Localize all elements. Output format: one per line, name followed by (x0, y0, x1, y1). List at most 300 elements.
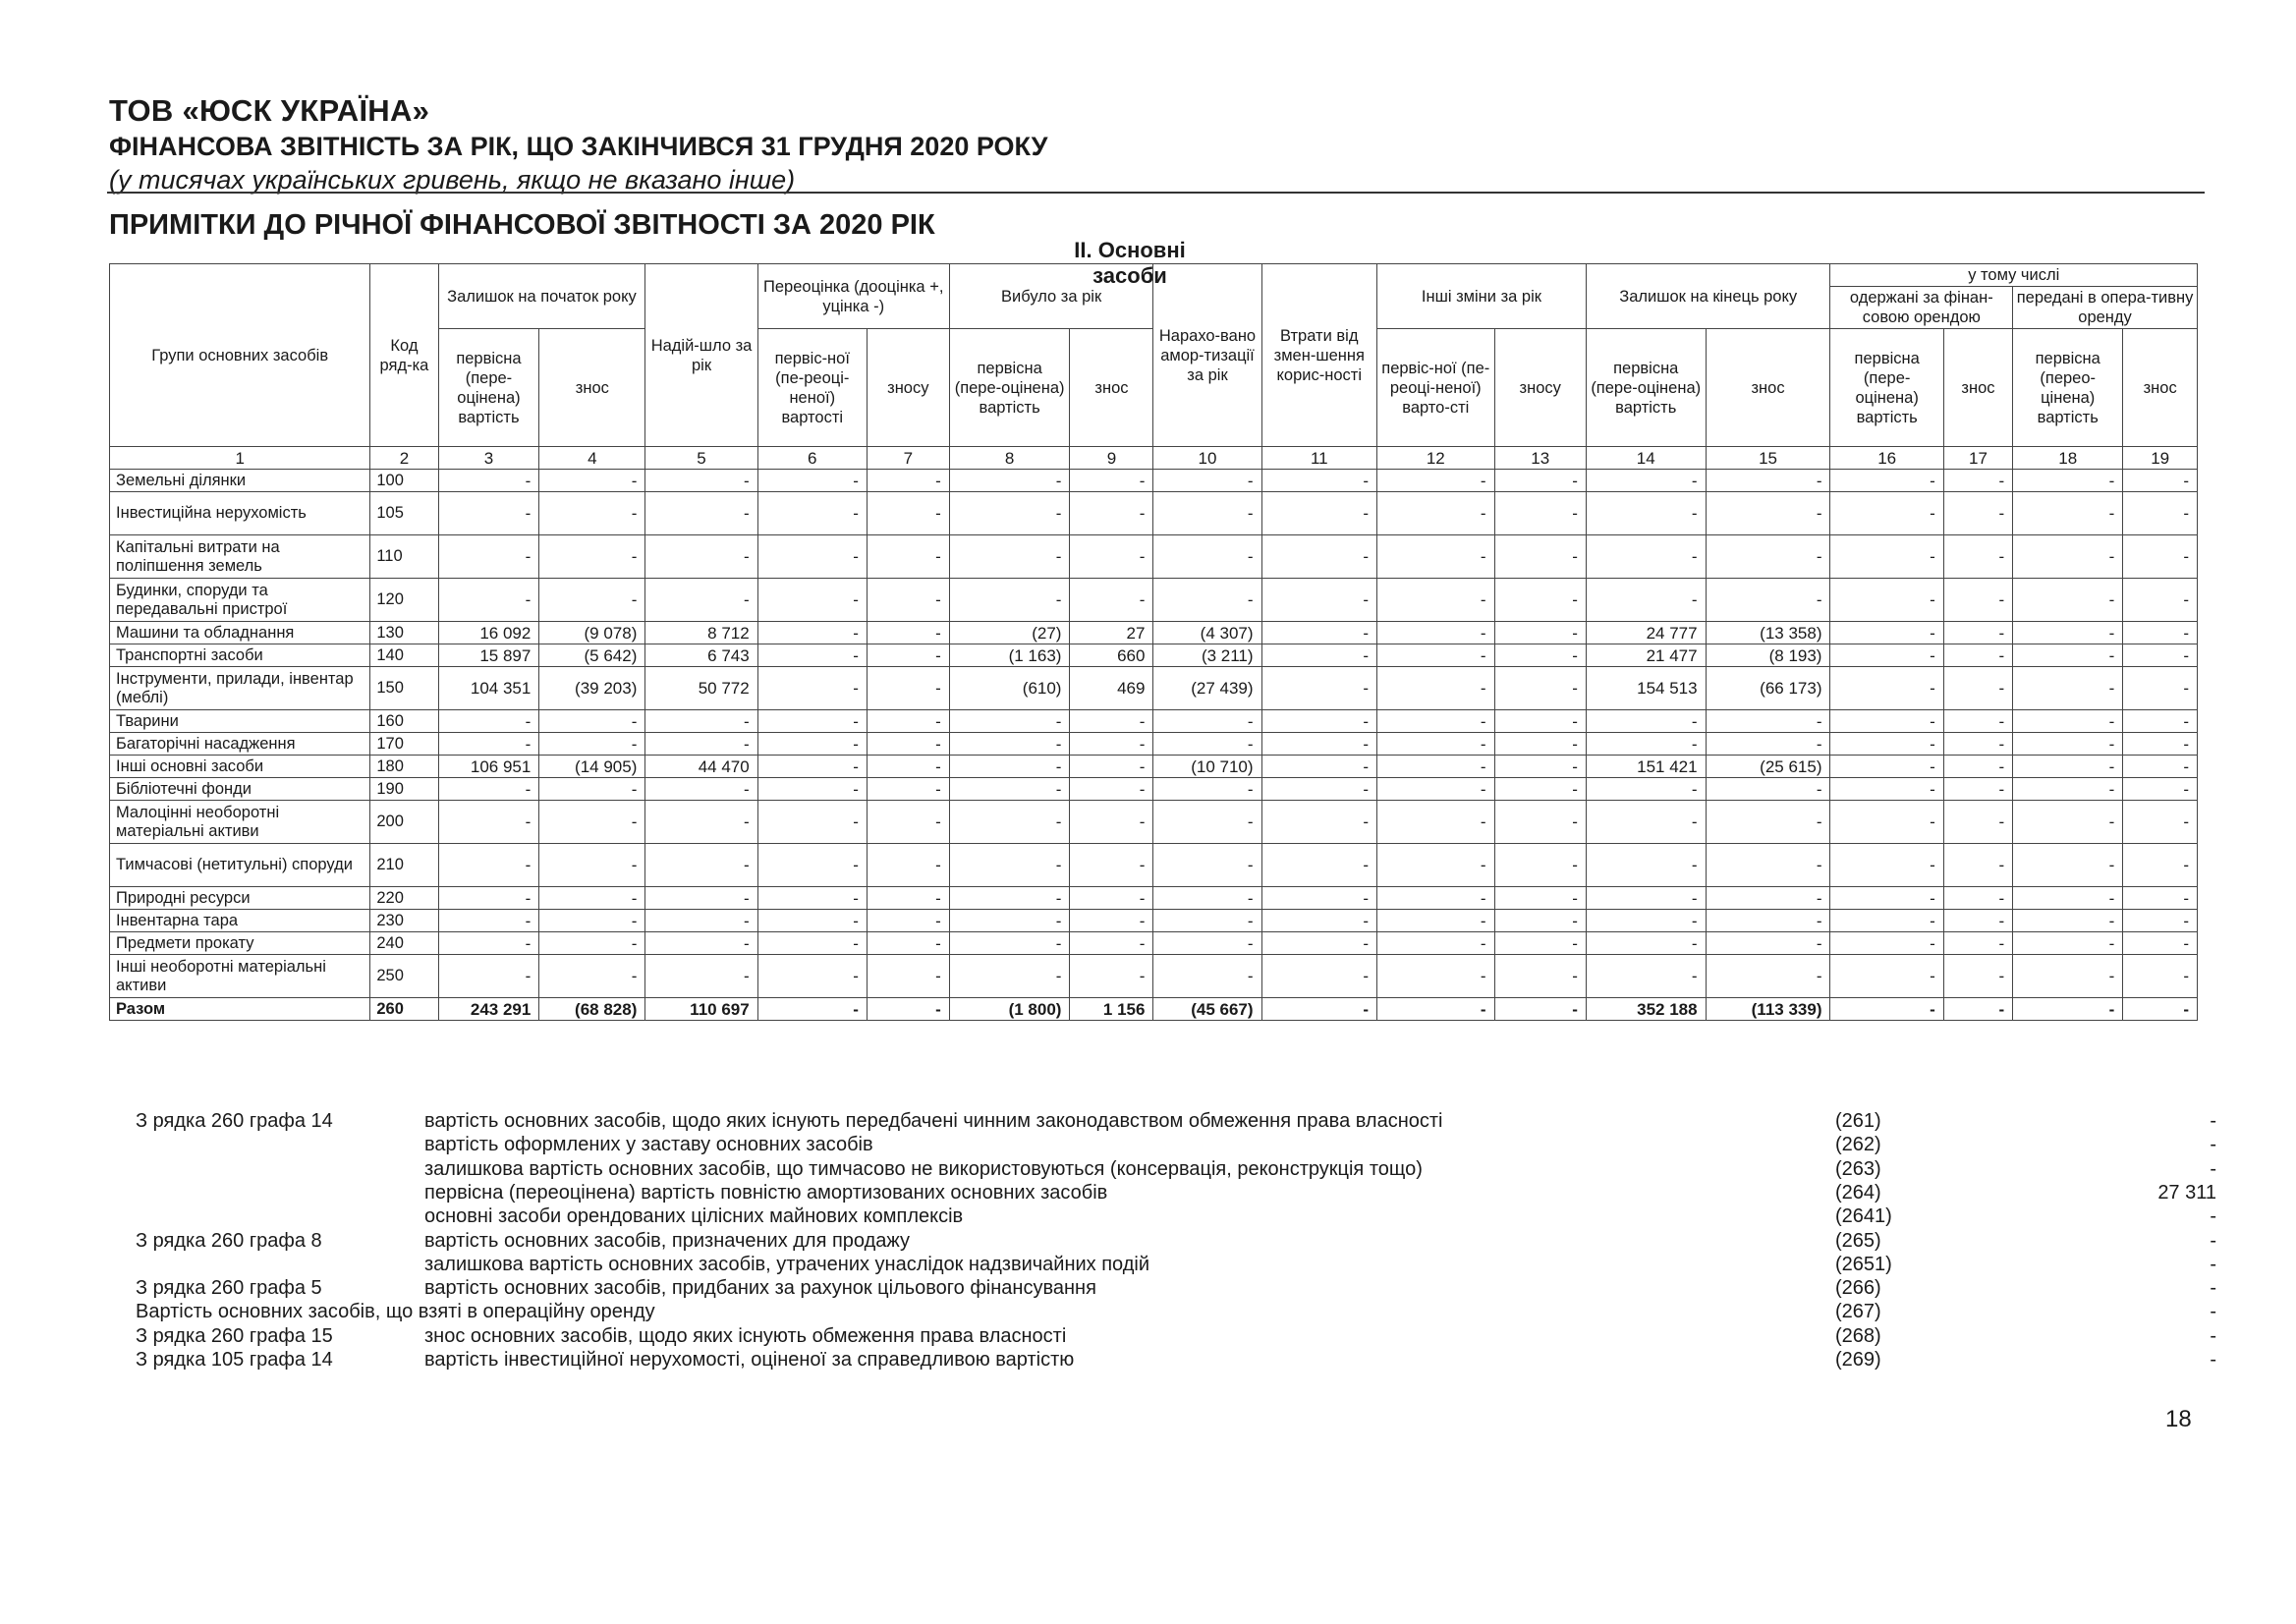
table-cell: - (1494, 756, 1586, 778)
row-code: 140 (370, 644, 438, 667)
table-cell: - (2123, 910, 2198, 932)
table-cell: - (1153, 801, 1261, 844)
footnote-desc: знос основних засобів, щодо яких існують обмеження права власності (424, 1324, 1067, 1347)
table-cell: - (2013, 756, 2123, 778)
table-cell: - (2123, 887, 2198, 910)
table-cell: - (1943, 667, 2012, 710)
table-cell: 243 291 (438, 998, 539, 1021)
footnote-desc: вартість основних засобів, щодо яких існують передбачені чинним законодавством обмеження права власності (424, 1110, 1443, 1132)
table-cell: (610) (949, 667, 1070, 710)
table-cell: - (438, 801, 539, 844)
footnote-value: - (2210, 1324, 2216, 1347)
table-cell: - (1261, 579, 1376, 622)
footnote-ref: З рядка 260 графа 8 (136, 1229, 322, 1252)
table-cell: - (2013, 955, 2123, 998)
table-cell: - (757, 644, 867, 667)
table-cell: - (2013, 998, 2123, 1021)
footnote-value: - (2210, 1134, 2216, 1156)
table-cell: - (1261, 778, 1376, 801)
table-cell: - (1494, 535, 1586, 579)
page-number: 18 (2165, 1406, 2192, 1432)
table-cell: - (1494, 998, 1586, 1021)
table-cell: - (2013, 844, 2123, 887)
table-cell: - (1261, 955, 1376, 998)
footnote-code: (266) (1835, 1277, 1881, 1300)
col-code: Код ряд-ка (370, 264, 438, 447)
table-cell: - (949, 801, 1070, 844)
table-cell: (5 642) (539, 644, 645, 667)
table-cell: - (539, 579, 645, 622)
table-cell: - (645, 470, 757, 492)
footnote-line (136, 1181, 2216, 1205)
row-code: 160 (370, 710, 438, 733)
col-opening-dep: знос (539, 329, 645, 447)
row-label: Будинки, споруди та передавальні пристрої (110, 579, 370, 622)
table-cell: - (645, 778, 757, 801)
footnote-value: - (2210, 1349, 2216, 1371)
report-header (109, 92, 2202, 196)
table-cell: - (645, 710, 757, 733)
table-cell: - (757, 535, 867, 579)
table-cell: - (1830, 733, 1943, 756)
table-cell: - (1943, 644, 2012, 667)
table-row (110, 887, 2198, 910)
table-cell: - (1830, 644, 1943, 667)
table-cell: - (1377, 844, 1495, 887)
table-cell: - (757, 844, 867, 887)
table-cell: - (1261, 844, 1376, 887)
table-cell: - (1153, 535, 1261, 579)
table-cell: - (1586, 910, 1706, 932)
table-cell: - (867, 998, 949, 1021)
table-cell: - (1706, 932, 1830, 955)
table-row (110, 644, 2198, 667)
row-code: 220 (370, 887, 438, 910)
table-cell: - (757, 756, 867, 778)
col-fin-dep: знос (1943, 329, 2012, 447)
table-cell: 104 351 (438, 667, 539, 710)
table-cell: - (1261, 470, 1376, 492)
table-cell: - (867, 910, 949, 932)
row-label: Багаторічні насадження (110, 733, 370, 756)
table-cell: - (867, 579, 949, 622)
table-cell: - (1830, 887, 1943, 910)
table-cell: - (1943, 998, 2012, 1021)
table-cell: 24 777 (1586, 622, 1706, 644)
table-cell: - (2123, 733, 2198, 756)
table-cell: - (1377, 910, 1495, 932)
table-cell: - (1070, 733, 1153, 756)
footnote-code: (261) (1835, 1110, 1881, 1132)
table-cell: - (2123, 778, 2198, 801)
table-cell: - (1586, 492, 1706, 535)
table-cell: - (1377, 932, 1495, 955)
table-cell: - (1943, 756, 2012, 778)
table-cell: - (2123, 622, 2198, 644)
table-cell: - (2123, 710, 2198, 733)
table-cell: - (1943, 622, 2012, 644)
table-cell: - (1706, 801, 1830, 844)
table-cell: - (1706, 470, 1830, 492)
table-cell: - (645, 492, 757, 535)
col-amortization: Нарахо-вано амор-тизації за рік (1153, 264, 1261, 447)
table-row (110, 733, 2198, 756)
table-cell: - (2123, 470, 2198, 492)
footnote-code: (262) (1835, 1134, 1881, 1156)
footnote-code: (268) (1835, 1324, 1881, 1347)
table-cell: - (539, 887, 645, 910)
table-cell: - (438, 887, 539, 910)
table-cell: - (539, 932, 645, 955)
footnote-code: (2651) (1835, 1253, 1892, 1275)
table-cell: - (867, 955, 949, 998)
footnote-desc: основні засоби орендованих цілісних майнових комплексів (424, 1205, 964, 1228)
row-label: Інші необоротні матеріальні активи (110, 955, 370, 998)
col-disposed: Вибуло за рік (949, 264, 1153, 329)
table-cell: - (1830, 998, 1943, 1021)
table-cell: - (1377, 667, 1495, 710)
col-other-cost: первіс-ної (пе-реоці-неної) варто-сті (1377, 329, 1495, 447)
table-cell: - (1830, 778, 1943, 801)
table-cell: - (645, 801, 757, 844)
table-cell: - (1261, 492, 1376, 535)
table-cell: - (1943, 887, 2012, 910)
table-cell: (39 203) (539, 667, 645, 710)
table-cell: - (438, 778, 539, 801)
table-cell: - (1261, 801, 1376, 844)
table-cell: - (1830, 667, 1943, 710)
table-cell: - (1261, 998, 1376, 1021)
table-cell: - (539, 955, 645, 998)
footnote-value: - (2210, 1110, 2216, 1132)
column-number: 17 (1943, 447, 2012, 470)
row-label: Капітальні витрати на поліпшення земель (110, 535, 370, 579)
footnote-line (136, 1253, 2216, 1277)
table-cell: - (1943, 710, 2012, 733)
table-cell: - (1153, 910, 1261, 932)
row-label: Інвентарна тара (110, 910, 370, 932)
table-cell: - (867, 844, 949, 887)
column-number: 15 (1706, 447, 1830, 470)
table-cell: - (1943, 579, 2012, 622)
footnote-value: - (2210, 1301, 2216, 1323)
column-number: 16 (1830, 447, 1943, 470)
table-cell: - (1494, 887, 1586, 910)
table-cell: - (1377, 756, 1495, 778)
table-cell: - (1586, 844, 1706, 887)
table-cell: - (2013, 910, 2123, 932)
table-cell: - (2123, 998, 2198, 1021)
row-code: 200 (370, 801, 438, 844)
table-cell: - (1377, 998, 1495, 1021)
table-cell: - (645, 955, 757, 998)
table-cell: - (1070, 844, 1153, 887)
footnote-code: (269) (1835, 1349, 1881, 1371)
table-cell: - (2123, 756, 2198, 778)
table-cell: (9 078) (539, 622, 645, 644)
table-cell: - (1153, 492, 1261, 535)
table-cell: - (1494, 932, 1586, 955)
table-cell: - (1943, 955, 2012, 998)
table-cell: (10 710) (1153, 756, 1261, 778)
column-number: 18 (2013, 447, 2123, 470)
table-cell: 16 092 (438, 622, 539, 644)
table-cell: - (645, 910, 757, 932)
row-label: Бібліотечні фонди (110, 778, 370, 801)
table-row (110, 955, 2198, 998)
table-cell: - (1586, 932, 1706, 955)
footnote-line (136, 1134, 2216, 1157)
table-cell: - (438, 710, 539, 733)
table-cell: - (1586, 710, 1706, 733)
table-cell: - (949, 710, 1070, 733)
table-cell: - (1494, 910, 1586, 932)
table-cell: - (438, 470, 539, 492)
table-row (110, 910, 2198, 932)
footnote-line (136, 1301, 2216, 1324)
table-row (110, 492, 2198, 535)
row-label: Транспортні засоби (110, 644, 370, 667)
col-disp-dep: знос (1070, 329, 1153, 447)
column-number: 1 (110, 447, 370, 470)
table-cell: - (1070, 887, 1153, 910)
table-cell: (25 615) (1706, 756, 1830, 778)
table-cell: - (757, 622, 867, 644)
row-code: 120 (370, 579, 438, 622)
table-cell: - (1706, 492, 1830, 535)
table-cell: - (438, 910, 539, 932)
footnote-line (136, 1277, 2216, 1301)
table-cell: - (1494, 579, 1586, 622)
table-cell: - (1070, 955, 1153, 998)
table-cell: - (1377, 778, 1495, 801)
footnote-ref: З рядка 260 графа 5 (136, 1277, 322, 1300)
col-group: Групи основних засобів (110, 264, 370, 447)
table-cell: - (2123, 932, 2198, 955)
table-cell: - (867, 778, 949, 801)
row-label: Земельні ділянки (110, 470, 370, 492)
table-cell: - (2123, 579, 2198, 622)
column-number: 9 (1070, 447, 1153, 470)
row-code: 250 (370, 955, 438, 998)
table-cell: (14 905) (539, 756, 645, 778)
table-cell: - (1830, 844, 1943, 887)
col-reval-cost: первіс-ної (пе-реоці-неної) вартості (757, 329, 867, 447)
table-cell: - (1070, 470, 1153, 492)
table-cell: - (1943, 801, 2012, 844)
table-cell: (113 339) (1706, 998, 1830, 1021)
table-cell: - (1830, 535, 1943, 579)
table-cell: (68 828) (539, 998, 645, 1021)
table-cell: - (1943, 492, 2012, 535)
table-cell: 44 470 (645, 756, 757, 778)
table-cell: - (1377, 644, 1495, 667)
table-cell: - (1706, 710, 1830, 733)
table-row (110, 622, 2198, 644)
col-opening-cost: первісна (пере-оцінена) вартість (438, 329, 539, 447)
col-other-changes: Інші зміни за рік (1377, 264, 1587, 329)
table-cell: - (1943, 932, 2012, 955)
column-number: 2 (370, 447, 438, 470)
table-cell: - (1943, 535, 2012, 579)
table-cell: - (1153, 470, 1261, 492)
table-cell: - (2013, 733, 2123, 756)
table-cell: - (757, 778, 867, 801)
column-number: 4 (539, 447, 645, 470)
table-row (110, 998, 2198, 1021)
row-label: Інші основні засоби (110, 756, 370, 778)
col-op-dep: знос (2123, 329, 2198, 447)
table-row (110, 844, 2198, 887)
column-number: 3 (438, 447, 539, 470)
footnote-code: (267) (1835, 1301, 1881, 1323)
fixed-assets-table (109, 263, 2198, 1021)
table-cell: - (867, 622, 949, 644)
table-cell: - (2013, 492, 2123, 535)
table-cell: - (949, 955, 1070, 998)
col-operating-lease: передані в опера-тивну оренду (2013, 287, 2198, 329)
table-cell: - (757, 801, 867, 844)
table-cell: - (539, 710, 645, 733)
footnote-code: (263) (1835, 1157, 1881, 1180)
table-cell: - (1943, 778, 2012, 801)
table-cell: 154 513 (1586, 667, 1706, 710)
table-cell: (1 800) (949, 998, 1070, 1021)
table-cell: - (1943, 733, 2012, 756)
table-cell: - (1261, 932, 1376, 955)
table-cell: - (1706, 910, 1830, 932)
table-cell: - (2013, 579, 2123, 622)
column-number: 6 (757, 447, 867, 470)
table-cell: - (1943, 844, 2012, 887)
footnote-value: 27 311 (2157, 1181, 2216, 1204)
col-including: у тому числі (1830, 264, 2198, 287)
row-code: 190 (370, 778, 438, 801)
table-cell: - (1830, 579, 1943, 622)
footnote-value: - (2210, 1205, 2216, 1228)
table-cell: - (757, 932, 867, 955)
table-cell: - (1494, 801, 1586, 844)
table-cell: - (438, 932, 539, 955)
table-cell: - (438, 535, 539, 579)
table-cell: 106 951 (438, 756, 539, 778)
row-label: Інструменти, прилади, інвентар (меблі) (110, 667, 370, 710)
column-number: 19 (2123, 447, 2198, 470)
col-op-cost: первісна (перео-цінена) вартість (2013, 329, 2123, 447)
table-cell: - (1494, 470, 1586, 492)
table-cell: - (1377, 492, 1495, 535)
table-cell: - (949, 756, 1070, 778)
table-cell: (1 163) (949, 644, 1070, 667)
table-cell: - (2123, 535, 2198, 579)
table-row (110, 710, 2198, 733)
table-cell: - (1261, 710, 1376, 733)
table-cell: - (1494, 955, 1586, 998)
footnote-code: (265) (1835, 1229, 1881, 1252)
table-cell: - (645, 733, 757, 756)
table-cell: - (1261, 910, 1376, 932)
footnote-ref: З рядка 260 графа 14 (136, 1110, 333, 1132)
row-label: Машини та обладнання (110, 622, 370, 644)
row-code: 110 (370, 535, 438, 579)
table-cell: - (1830, 756, 1943, 778)
table-cell: - (1377, 622, 1495, 644)
footnote-ref: З рядка 260 графа 15 (136, 1324, 333, 1347)
table-cell: - (2123, 844, 2198, 887)
col-other-dep: зносу (1494, 329, 1586, 447)
table-cell: 15 897 (438, 644, 539, 667)
table-cell: 6 743 (645, 644, 757, 667)
table-cell: - (2013, 622, 2123, 644)
footnote-desc: первісна (переоцінена) вартість повністю амортизованих основних засобів (424, 1181, 1108, 1204)
table-cell: - (1494, 644, 1586, 667)
table-cell: - (2013, 887, 2123, 910)
table-cell: - (1153, 579, 1261, 622)
column-number-row (110, 447, 2198, 470)
column-number: 10 (1153, 447, 1261, 470)
table-body (110, 470, 2198, 1021)
table-cell: - (2123, 801, 2198, 844)
table-cell: - (1070, 932, 1153, 955)
table-cell: - (1261, 733, 1376, 756)
table-cell: - (1586, 887, 1706, 910)
table-cell: - (645, 844, 757, 887)
table-cell: - (438, 844, 539, 887)
row-label: Інвестиційна нерухомість (110, 492, 370, 535)
table-cell: - (438, 955, 539, 998)
table-cell: - (1070, 535, 1153, 579)
table-cell: 27 (1070, 622, 1153, 644)
row-label: Тварини (110, 710, 370, 733)
table-cell: - (1377, 579, 1495, 622)
table-cell: - (757, 887, 867, 910)
table-cell: - (645, 932, 757, 955)
table-cell: - (1586, 733, 1706, 756)
column-number: 5 (645, 447, 757, 470)
footnote-line (136, 1205, 2216, 1229)
table-cell: - (1586, 955, 1706, 998)
table-cell: (45 667) (1153, 998, 1261, 1021)
row-code: 150 (370, 667, 438, 710)
table-cell: - (1377, 710, 1495, 733)
column-number: 8 (949, 447, 1070, 470)
table-cell: - (1706, 778, 1830, 801)
table-cell: - (1586, 579, 1706, 622)
col-received: Надій-шло за рік (645, 264, 757, 447)
table-cell: - (1153, 955, 1261, 998)
table-cell: (27 439) (1153, 667, 1261, 710)
row-code: 230 (370, 910, 438, 932)
table-cell: - (2013, 535, 2123, 579)
header-rule (107, 192, 2205, 194)
table-row (110, 778, 2198, 801)
row-code: 180 (370, 756, 438, 778)
table-cell: - (539, 470, 645, 492)
footnote-line (136, 1324, 2216, 1349)
row-label: Разом (110, 998, 370, 1021)
table-cell: - (645, 535, 757, 579)
table-cell: - (949, 778, 1070, 801)
row-label: Предмети прокату (110, 932, 370, 955)
table-cell: - (1830, 932, 1943, 955)
table-cell: - (1070, 910, 1153, 932)
table-cell: - (1494, 844, 1586, 887)
row-label: Природні ресурси (110, 887, 370, 910)
row-label: Малоцінні необоротні матеріальні активи (110, 801, 370, 844)
notes-title: ПРИМІТКИ ДО РІЧНОЇ ФІНАНСОВОЇ ЗВІТНОСТІ ЗА 2020 РІК (109, 209, 935, 241)
footnote-ref: З рядка 105 графа 14 (136, 1349, 333, 1371)
table-cell: 469 (1070, 667, 1153, 710)
